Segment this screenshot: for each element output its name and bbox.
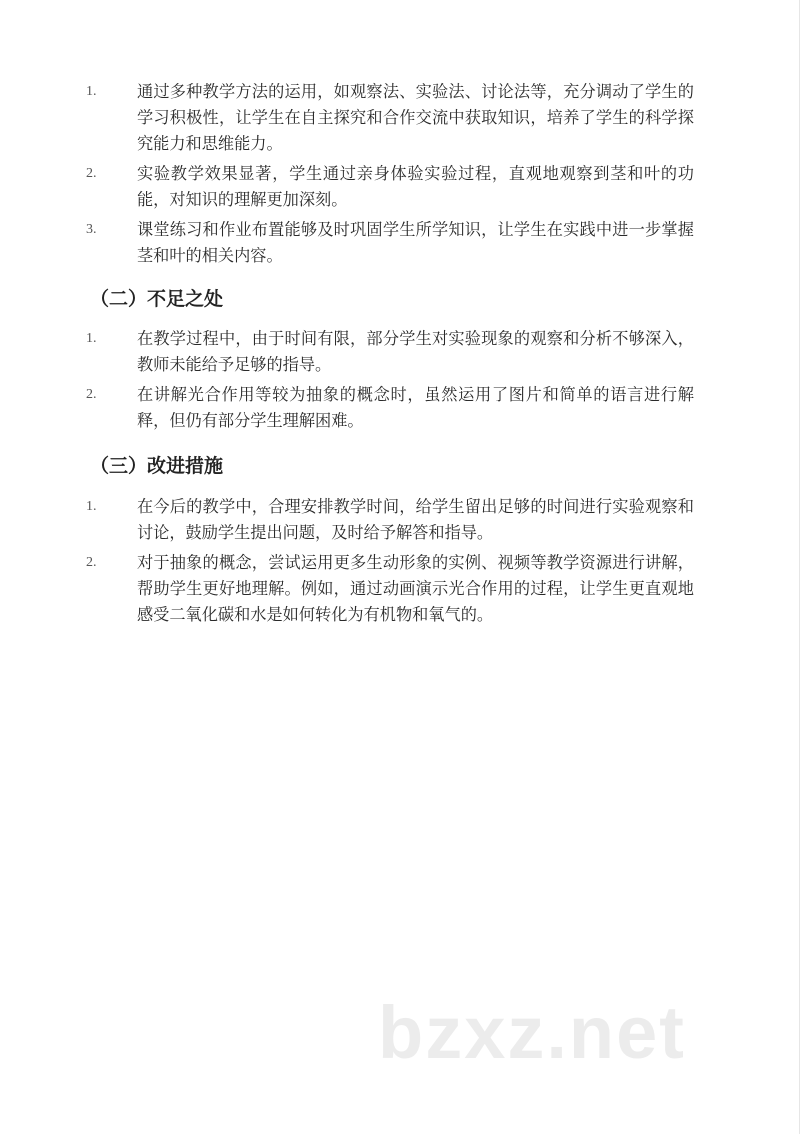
shortcomings-list bbox=[86, 326, 706, 438]
item-number: 2. bbox=[86, 555, 97, 570]
item-text: 在教学过程中，由于时间有限，部分学生对实验现象的观察和分析不够深入，教师未能给予足够的指导。 bbox=[137, 330, 694, 374]
item-number: 1. bbox=[86, 331, 97, 346]
item-text: 实验教学效果显著，学生通过亲身体验实验过程，直观地观察到茎和叶的功能，对知识的理解更加深刻。 bbox=[137, 165, 694, 209]
item-text: 在讲解光合作用等较为抽象的概念时，虽然运用了图片和简单的语言进行解释，但仍有部分学生理解困难。 bbox=[137, 386, 694, 430]
item-number: 1. bbox=[86, 499, 97, 514]
item-text: 课堂练习和作业布置能够及时巩固学生所学知识，让学生在实践中进一步掌握茎和叶的相关内容。 bbox=[137, 221, 694, 265]
item-text: 对于抽象的概念，尝试运用更多生动形象的实例、视频等教学资源进行讲解，帮助学生更好地理解。例如，通过动画演示光合作用的过程，让学生更直观地感受二氧化碳和水是如何转化为有机物和氧气的。 bbox=[137, 554, 694, 624]
improvements-list bbox=[86, 494, 706, 632]
list-item bbox=[86, 326, 706, 378]
item-number: 3. bbox=[86, 222, 97, 237]
section-heading-shortcomings: （二）不足之处 bbox=[90, 289, 224, 310]
list-item bbox=[86, 217, 706, 269]
item-text: 通过多种教学方法的运用，如观察法、实验法、讨论法等，充分调动了学生的学习积极性，让学生在自主探究和合作交流中获取知识，培养了学生的科学探究能力和思维能力。 bbox=[137, 83, 694, 153]
item-number: 1. bbox=[86, 84, 97, 99]
strengths-list bbox=[86, 79, 706, 273]
section-heading-improvements: （三）改进措施 bbox=[90, 456, 224, 477]
item-text: 在今后的教学中，合理安排教学时间，给学生留出足够的时间进行实验观察和讨论，鼓励学生提出问题，及时给予解答和指导。 bbox=[137, 498, 694, 542]
list-item bbox=[86, 494, 706, 546]
list-item bbox=[86, 550, 706, 628]
item-number: 2. bbox=[86, 166, 97, 181]
list-item bbox=[86, 79, 706, 157]
list-item bbox=[86, 161, 706, 213]
list-item bbox=[86, 382, 706, 434]
watermark: bzxz.net bbox=[378, 991, 686, 1074]
item-number: 2. bbox=[86, 387, 97, 402]
